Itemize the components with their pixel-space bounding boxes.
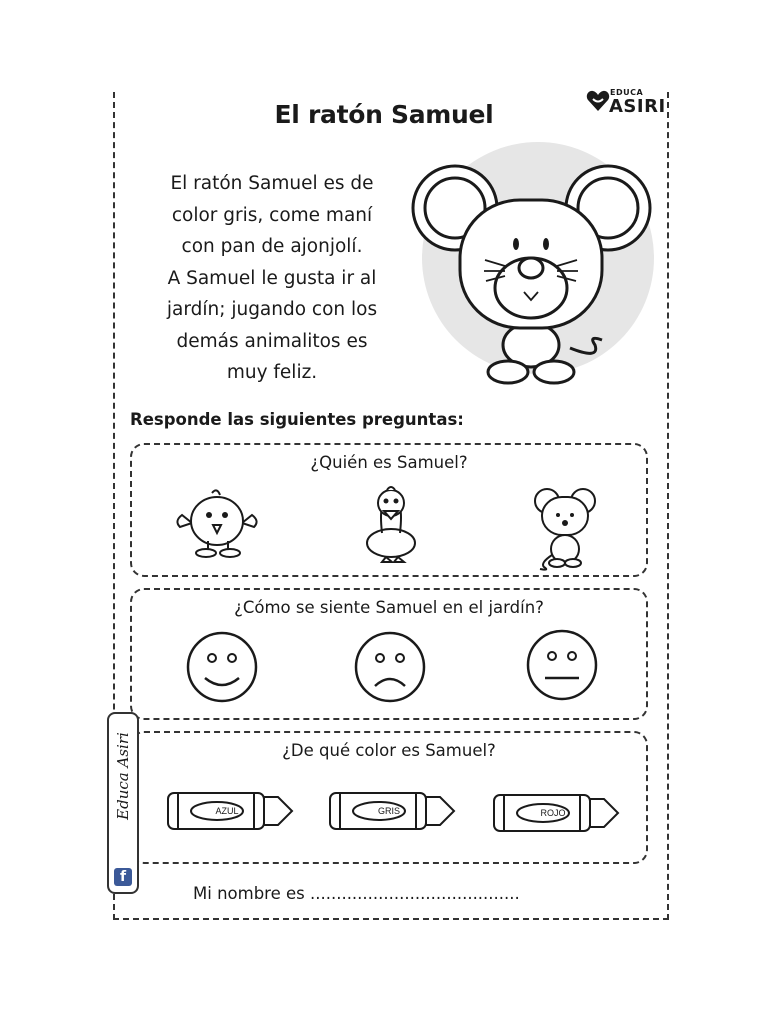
- question-text: ¿Quién es Samuel?: [310, 453, 468, 472]
- facebook-icon[interactable]: f: [114, 868, 132, 886]
- question-box-feeling: [130, 588, 648, 720]
- bird-icon[interactable]: [172, 487, 262, 561]
- crayon-label: AZUL: [215, 806, 239, 816]
- page-title: El ratón Samuel: [274, 100, 494, 129]
- happy-face-icon[interactable]: [185, 630, 259, 704]
- neutral-face-icon[interactable]: [525, 628, 599, 702]
- logo-small-text: EDUCA: [610, 88, 644, 97]
- question-text: ¿De qué color es Samuel?: [282, 741, 496, 760]
- heart-icon: [586, 90, 610, 112]
- question-box-who: [130, 443, 648, 577]
- question-box-color: [130, 731, 648, 864]
- crayon-label: ROJO: [540, 808, 566, 818]
- crayon-gray[interactable]: [328, 789, 458, 833]
- name-line: Mi nombre es ........................................: [193, 884, 520, 903]
- story-text: El ratón Samuel es de color gris, come maní con pan de ajonjolí. A Samuel le gusta ir al jardín; jugando con los demás animalitos es muy feliz.: [166, 173, 378, 383]
- sidetab-text: Educa Asiri: [114, 732, 132, 820]
- sad-face-icon[interactable]: [353, 630, 427, 704]
- logo-big-text: ASIRI: [609, 96, 666, 117]
- educa-asiri-logo: [582, 88, 666, 132]
- educa-asiri-sidetab: [107, 712, 139, 894]
- mouse-illustration: [410, 140, 656, 392]
- instruction-heading: Responde las siguientes preguntas:: [130, 410, 464, 429]
- crayon-blue[interactable]: [166, 789, 296, 833]
- crayon-red[interactable]: [492, 791, 622, 835]
- mouse-icon[interactable]: [530, 487, 600, 571]
- crayon-label: GRIS: [377, 806, 400, 816]
- question-text: ¿Cómo se siente Samuel en el jardín?: [234, 598, 544, 617]
- duck-icon[interactable]: [360, 485, 422, 565]
